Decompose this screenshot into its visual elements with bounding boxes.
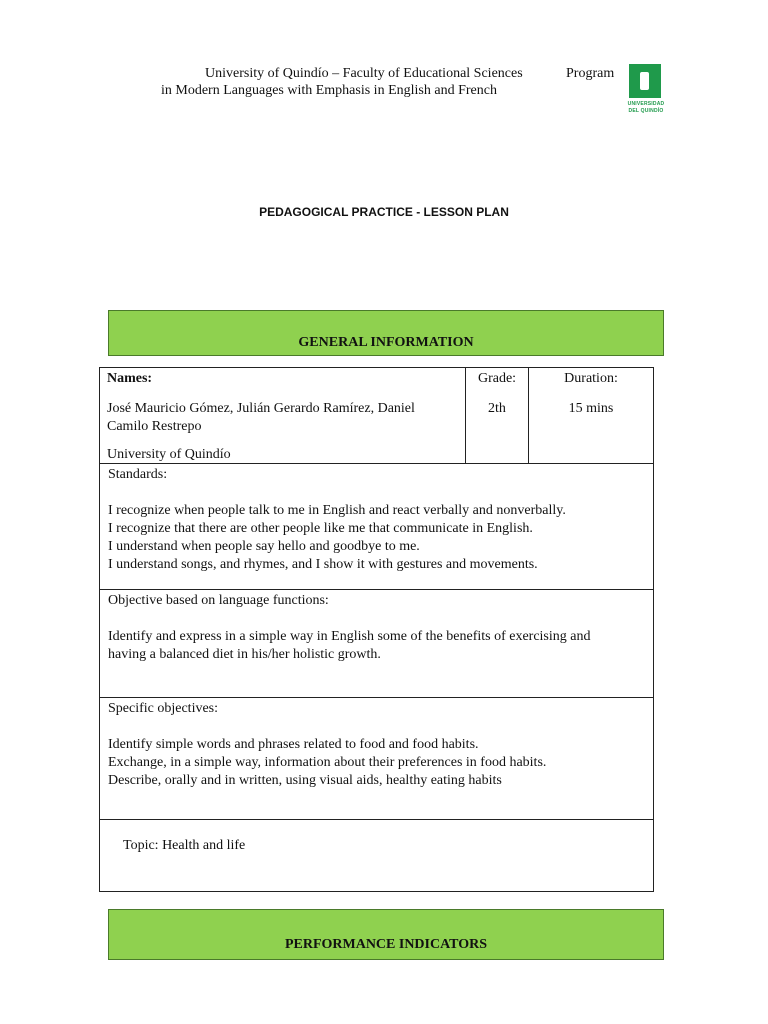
objective-section: [99, 590, 654, 698]
standards-label: Standards:: [108, 467, 168, 482]
header-line2: in Modern Languages with Emphasis in English and French: [161, 83, 497, 98]
document-title: PEDAGOGICAL PRACTICE - LESSON PLAN: [259, 205, 509, 219]
university-logo: [622, 64, 670, 118]
performance-indicators-heading: PERFORMANCE INDICATORS: [284, 937, 488, 952]
specific-objectives-section: [99, 698, 654, 820]
names-line-2: Camilo Restrepo: [107, 419, 202, 434]
topic-section: [99, 820, 654, 892]
objective-line-1: Identify and express in a simple way in English some of the benefits of exercising and: [108, 629, 591, 644]
duration-label: Duration:: [564, 371, 618, 386]
general-information-band: [108, 310, 664, 356]
grade-label: Grade:: [477, 371, 517, 386]
names-line-1: José Mauricio Gómez, Julián Gerardo Ramírez, Daniel: [107, 401, 415, 416]
standard-item: I understand when people say hello and goodbye to me.: [108, 539, 420, 554]
specific-objective-item: Exchange, in a simple way, information about their preferences in food habits.: [108, 755, 547, 770]
performance-indicators-band: [108, 909, 664, 960]
general-information-heading: GENERAL INFORMATION: [298, 335, 474, 350]
logo-text-2: DEL QUINDÍO: [628, 108, 664, 114]
objective-label: Objective based on language functions:: [108, 593, 329, 608]
grade-value: 2th: [488, 401, 506, 416]
standard-item: I recognize that there are other people like me that communicate in English.: [108, 521, 533, 536]
header-line1: University of Quindío – Faculty of Educational Sciences: [205, 66, 523, 81]
names-label: Names:: [107, 371, 153, 386]
standard-item: I recognize when people talk to me in English and react verbally and nonverbally.: [108, 503, 566, 518]
institution-name: University of Quindío: [107, 447, 231, 462]
specific-objective-item: Describe, orally and in written, using visual aids, healthy eating habits: [108, 773, 502, 788]
standards-section: [99, 464, 654, 590]
logo-text-1: UNIVERSIDAD: [627, 101, 665, 107]
header-program: Program: [566, 66, 615, 81]
logo-mark-icon: [629, 64, 661, 98]
objective-line-2: having a balanced diet in his/her holistic growth.: [108, 647, 381, 662]
topic-text: Topic: Health and life: [123, 838, 246, 853]
standard-item: I understand songs, and rhymes, and I show it with gestures and movements.: [108, 557, 538, 572]
specific-objective-item: Identify simple words and phrases related to food and food habits.: [108, 737, 479, 752]
specific-objectives-label: Specific objectives:: [108, 701, 219, 716]
duration-value: 15 mins: [568, 401, 614, 416]
